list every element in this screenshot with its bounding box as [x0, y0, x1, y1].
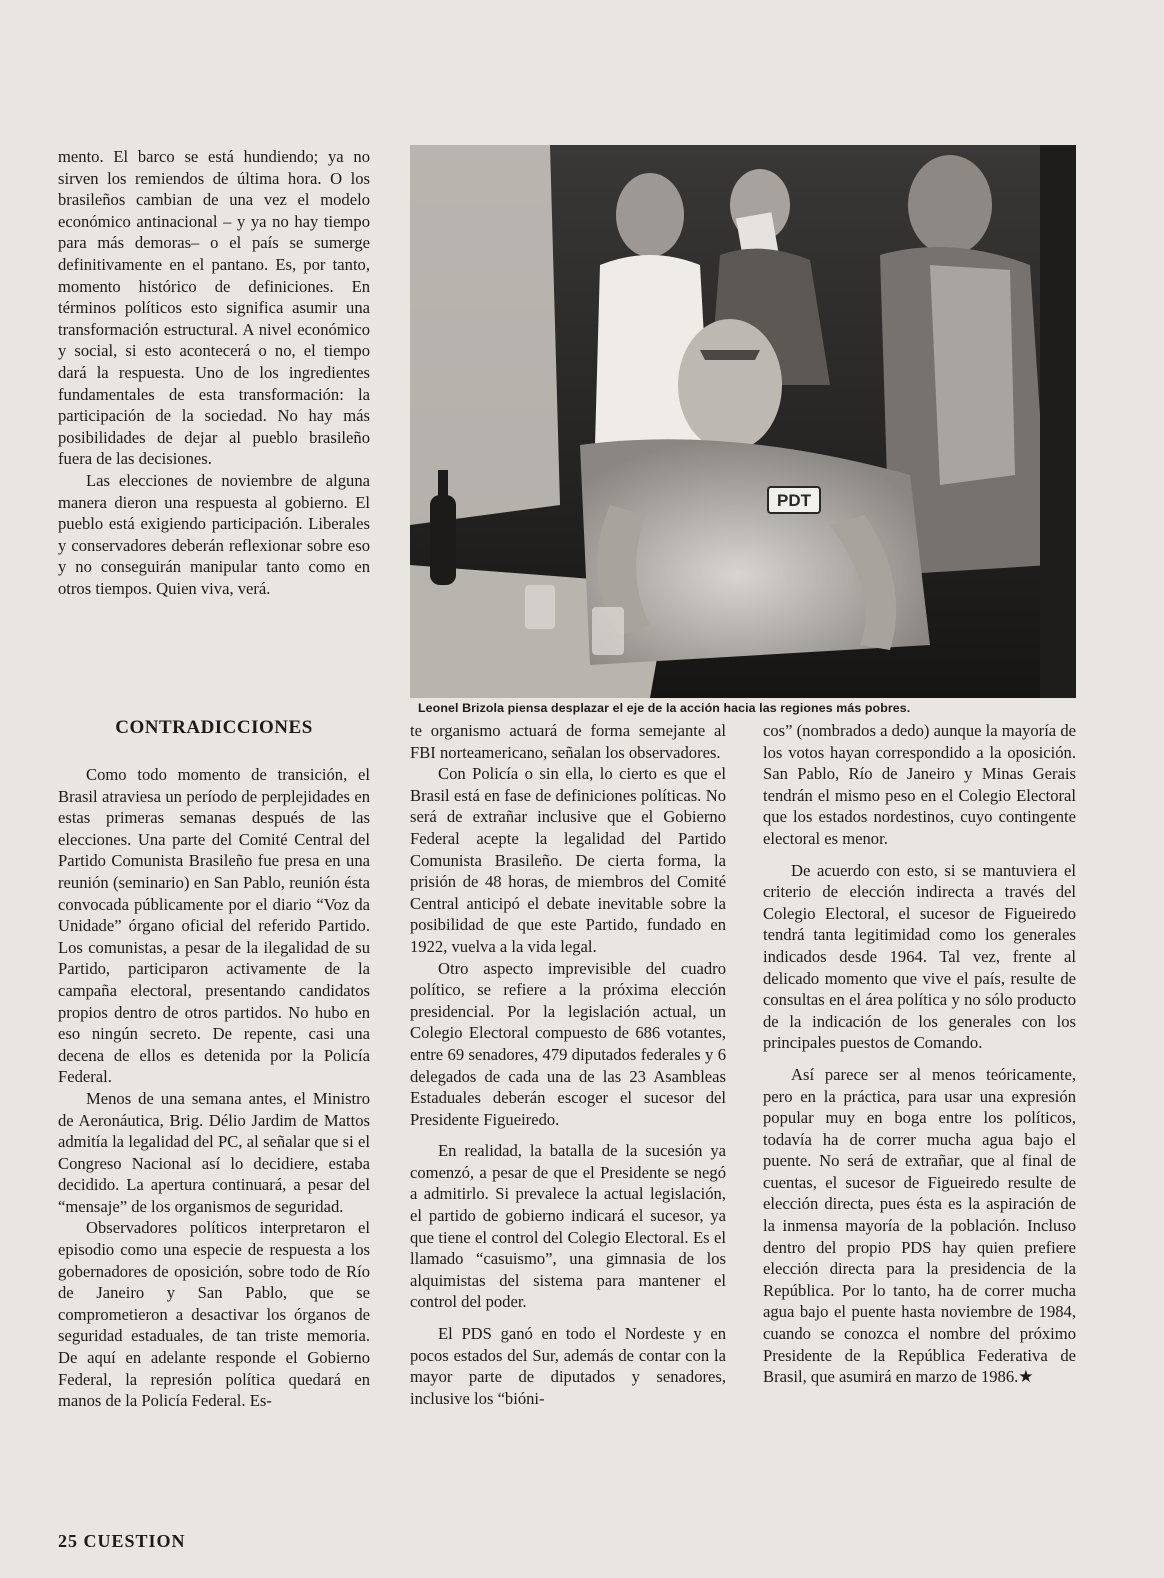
paragraph: Como todo momento de transición, el Brasil atraviesa un período de perplejidades en estas primeras semanas después de las elecciones. Una parte del Comité Central del Partido Comunista Brasileño fue presa en una reunión (seminario) en San Pablo, reunión ésta convocada públicamente por el diario “Voz da Unidade” órgano oficial del referido Partido. Los comunistas, a pesar de la ilegalidad de su Partido, participaron activamente de la campaña electoral, presentando candidatos propios dentro de otros partidos. No hubo en eso ningún secreto. De repente, casi una decena de ellos es detenida por la Policía Federal.	[58, 765, 370, 1087]
middle-column	[410, 720, 726, 1409]
paragraph: Otro aspecto imprevisible del cuadro político, se refiere a la próxima elección presidencial. Por la legislación actual, un Colegio Electoral compuesto de 686 votantes, entre 69 senadores, 479 diputados federales y 6 delegados de cada una de las 23 Asambleas Estaduales deberán escoger el sucesor del Presidente Figueiredo.	[410, 958, 726, 1129]
paragraph: te organismo actuará de forma semejante al FBI norteamericano, señalan los observadores.	[410, 721, 726, 762]
end-mark-icon: ★	[1018, 1367, 1034, 1388]
photo-illustration	[410, 145, 1076, 698]
paragraph	[763, 1064, 1076, 1389]
shirt-badge-text: PDT	[777, 491, 811, 510]
left-column	[58, 146, 370, 599]
paragraph: cos” (nombrados a dedo) aunque la mayoría de los votos hayan correspondido a la oposición. San Pablo, Río de Janeiro y Minas Gerais tendrán el mismo peso en el Colegio Electoral que los estados nordestinos, cuyo contingente electoral es menor.	[763, 721, 1076, 848]
paragraph: El PDS ganó en todo el Nordeste y en pocos estados del Sur, además de contar con la mayor parte de diputados y senadores, inclusive los “bióni-	[410, 1324, 726, 1408]
page-footer: 25 CUESTION	[58, 1531, 186, 1551]
right-column	[763, 720, 1076, 1389]
left-column-lower	[58, 764, 370, 1412]
photo-caption: Leonel Brizola piensa desplazar el eje de la acción hacia las regiones más pobres.	[418, 701, 911, 715]
news-photo	[410, 145, 1076, 698]
paragraph: En realidad, la batalla de la sucesión ya comenzó, a pesar de que el Presidente se negó a admitirlo. Si prevalece la actual legislación, el partido de gobierno indicará el sucesor, ya que tiene el control del Colegio Electoral. Es el llamado “casuismo”, una gimnasia de los alquimistas del sistema para mantener el control del poder.	[410, 1141, 726, 1312]
paragraph: mento. El barco se está hundiendo; ya no sirven los remiendos de última hora. O los brasileños cambian de una vez el modelo económico antinacional – y ya no hay tiempo para más demoras– o el país se sumerge definitivamente en el pantano. Es, por tanto, momento histórico de definiciones. En términos políticos esto significa asumir una transformación estructural. A nivel económico y social, si esto acontecerá o no, el tiempo dará la respuesta. Uno de los ingredientes fundamentales de esta transformación: la participación de la sociedad. No hay más posibilidades de dejar al pueblo brasileño fuera de las decisiones.	[58, 147, 370, 469]
paragraph: De acuerdo con esto, si se mantuviera el criterio de elección indirecta a través del Colegio Electoral, el sucesor de Figueiredo tendrá tanta legitimidad como los generales indicados desde 1964. Tal vez, frente al delicado momento que vive el país, resulte de consultas en el área política y no sólo producto de la indicación de los generales con los principales puestos de Comando.	[763, 860, 1076, 1053]
paragraph: Con Policía o sin ella, lo cierto es que el Brasil está en fase de definiciones políticas. No será de extrañar inclusive que el Gobierno Federal acepte la legalidad del Partido Comunista Brasileño. De cierta forma, la prisión de 48 horas, de miembros del Comité Central anticipó el debate inevitable sobre la posibilidad de que este Partido, fundado en 1922, vuelva a la vida legal.	[410, 764, 726, 956]
section-heading: CONTRADICCIONES	[115, 717, 313, 738]
paragraph: Menos de una semana antes, el Ministro de Aeronáutica, Brig. Délio Jardim de Mattos admitía la legalidad del PC, al señalar que si el Congreso Nacional así lo decidiere, estaba decidido. La apertura continuará, a pesar del “mensaje” de los organismos de seguridad.	[58, 1088, 370, 1216]
paragraph: Observadores políticos interpretaron el episodio como una especie de respuesta a los gobernadores de oposición, sobre todo de Río de Janeiro y San Pablo, que se comprometieron a desactivar los órganos de seguridad estaduales, de tan triste memoria. De aquí en adelante responde el Gobierno Federal, la represión política quedará en manos de la Policía Federal. Es-	[58, 1218, 370, 1411]
paragraph: Las elecciones de noviembre de alguna manera dieron una respuesta al gobierno. El pueblo está exigiendo participación. Liberales y conservadores deberán reflexionar sobre eso y no conseguirán manipular tanto como en otros tiempos. Quien viva, verá.	[58, 470, 370, 598]
paragraph-text: Así parece ser al menos teóricamente, pero en la práctica, para usar una expresión popular muy en boga entre los políticos, todavía ha de correr mucha agua bajo el puente. No será de extrañar, que al final de cuentas, el sucesor de Figueiredo resulte de elección directa, pues ésta es la aspiración de la inmensa mayoría de la población. Incluso dentro del propio PDS hay quien prefiere elección directa para la presidencia de la República. Por lo tanto, ha de correr mucha agua bajo el puente hasta noviembre de 1984, cuando se conozca el nombre del próximo Presidente de la República Federativa de Brasil, que asumirá en marzo de 1986.	[763, 1064, 1076, 1387]
